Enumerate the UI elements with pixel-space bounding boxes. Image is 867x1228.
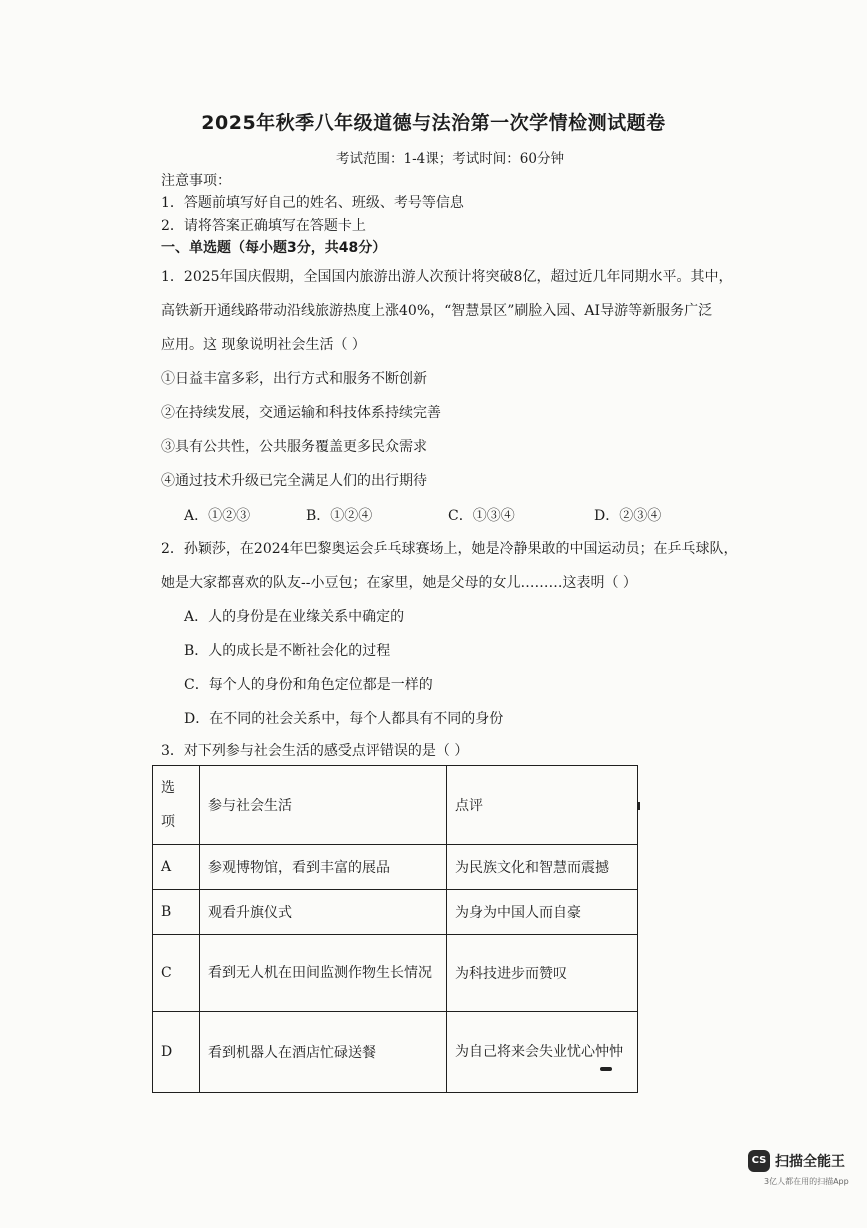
scan-speck <box>638 802 640 810</box>
exam-title: 2025年秋季八年级道德与法治第一次学情检测试题卷 <box>201 112 666 134</box>
q2-option-b: B．人的成长是不断社会化的过程 <box>184 643 391 659</box>
q2-option-c: C．每个人的身份和角色定位都是一样的 <box>184 677 433 693</box>
q3-stem: 3．对下列参与社会生活的感受点评错误的是（ ） <box>161 743 469 759</box>
row-option: C <box>153 935 200 1012</box>
q1-stem-line-1: 1．2025年国庆假期，全国国内旅游出游人次预计将突破8亿，超过近几年同期水平。其中， <box>161 269 733 285</box>
table-row <box>153 845 638 890</box>
exam-subtitle: 考试范围：1-4课；考试时间：60分钟 <box>336 151 564 167</box>
q2-option-a: A．人的身份是在业缘关系中确定的 <box>184 609 405 625</box>
notes-heading: 注意事项： <box>161 173 231 189</box>
scanner-tagline: 3亿人都在用的扫描App <box>764 1177 849 1186</box>
q1-option-d: D．②③④ <box>594 508 662 524</box>
q1-stem-line-3: 应用。这 现象说明社会生活（ ） <box>161 337 366 353</box>
row-option: B <box>153 890 200 935</box>
scanner-logo-icon: CS <box>748 1150 770 1172</box>
row-comment: 为身为中国人而自豪 <box>447 890 638 935</box>
q3-table <box>152 765 638 1093</box>
q2-stem-line-1: 2．孙颖莎，在2024年巴黎奥运会乒乓球赛场上，她是冷静果敢的中国运动员；在乒乓球队， <box>161 541 738 557</box>
row-comment: 为科技进步而赞叹 <box>447 935 638 1012</box>
note-item-2: 2．请将答案正确填写在答题卡上 <box>161 218 366 234</box>
note-item-1: 1．答题前填写好自己的姓名、班级、考号等信息 <box>161 195 464 211</box>
q1-option-c: C．①③④ <box>448 508 515 524</box>
table-row <box>153 890 638 935</box>
q1-statement-1: ①日益丰富多彩，出行方式和服务不断创新 <box>161 371 427 387</box>
table-row <box>153 1012 638 1093</box>
q1-stem-line-2: 高铁新开通线路带动沿线旅游热度上涨40%，“智慧景区”刷脸入园、AI导游等新服务广泛 <box>161 303 713 319</box>
row-option: A <box>153 845 200 890</box>
section-heading: 一、单选题（每小题3分，共48分） <box>161 240 387 256</box>
row-activity: 看到无人机在田间监测作物生长情况 <box>200 935 447 1012</box>
row-activity: 观看升旗仪式 <box>200 890 447 935</box>
q1-statement-4: ④通过技术升级已完全满足人们的出行期待 <box>161 473 427 489</box>
row-comment: 为自己将来会失业忧心忡忡 <box>447 1012 638 1093</box>
q1-statement-3: ③具有公共性，公共服务覆盖更多民众需求 <box>161 439 427 455</box>
header-option: 选项 <box>153 766 200 845</box>
q2-option-d: D．在不同的社会关系中，每个人都具有不同的身份 <box>184 711 504 727</box>
q1-statement-2: ②在持续发展，交通运输和科技体系持续完善 <box>161 405 441 421</box>
scan-speck <box>600 1067 612 1071</box>
row-activity: 参观博物馆，看到丰富的展品 <box>200 845 447 890</box>
header-activity: 参与社会生活 <box>200 766 447 845</box>
table-header-row <box>153 766 638 845</box>
q2-stem-line-2: 她是大家都喜欢的队友--小豆包；在家里，她是父母的女儿………这表明（ ） <box>161 575 637 591</box>
header-comment: 点评 <box>447 766 638 845</box>
row-activity: 看到机器人在酒店忙碌送餐 <box>200 1012 447 1093</box>
row-option: D <box>153 1012 200 1093</box>
row-comment: 为民族文化和智慧而震撼 <box>447 845 638 890</box>
table-row <box>153 935 638 1012</box>
q1-option-b: B．①②④ <box>306 508 373 524</box>
scanner-brand: 扫描全能王 <box>775 1154 845 1170</box>
q1-option-a: A．①②③ <box>184 508 251 524</box>
